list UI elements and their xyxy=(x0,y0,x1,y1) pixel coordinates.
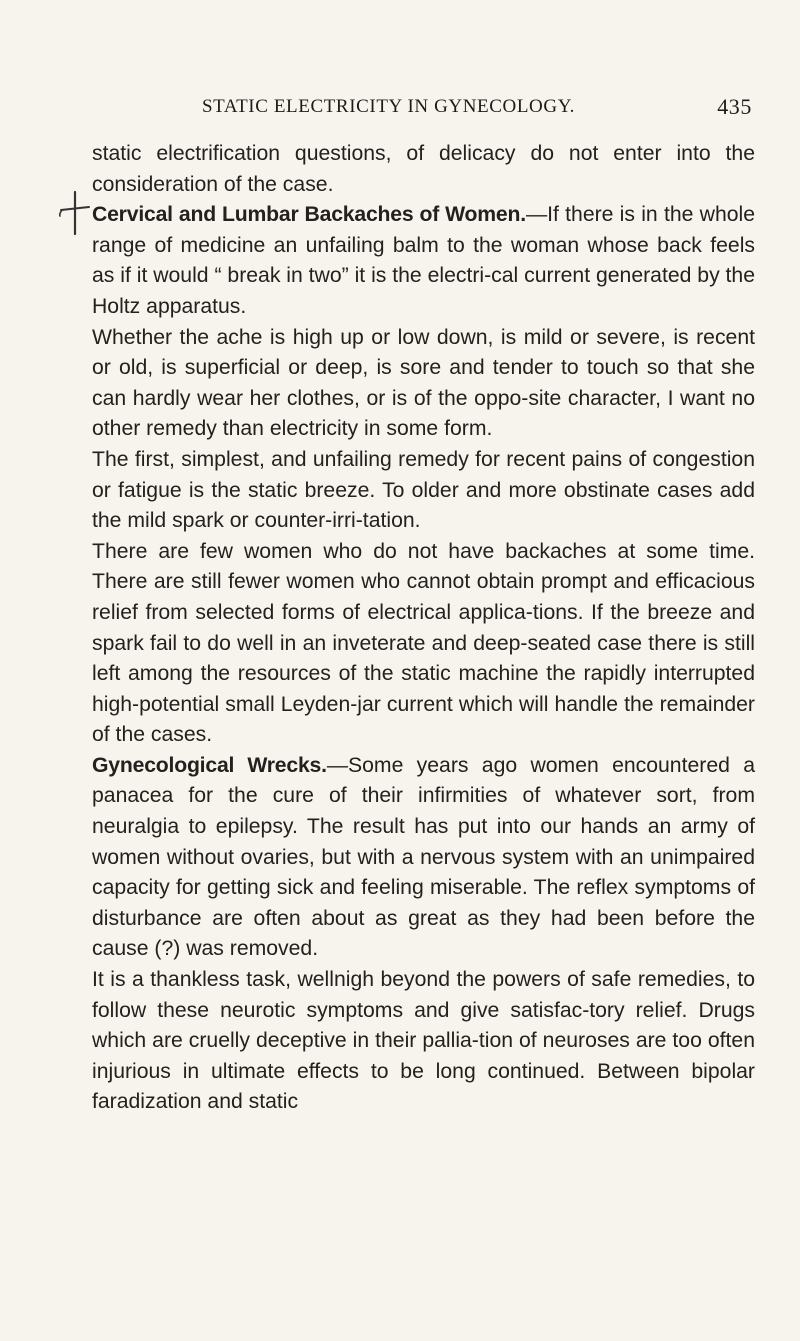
paragraph-text: static electrification questions, of delicacy do not enter into the consideration of the case. xyxy=(92,142,755,196)
paragraph xyxy=(92,965,755,1118)
running-title: STATIC ELECTRICITY IN GYNECOLOGY. xyxy=(202,96,575,117)
paragraph-text: The first, simplest, and unfailing remedy for recent pains of congestion or fatigue is the static breeze. To older and more obstinate cases add the mild spark or counter-irri-tation. xyxy=(92,447,755,533)
section-heading: Gynecological Wrecks. xyxy=(92,753,327,777)
paragraph-text: There are few women who do not have backaches at some time. There are still fewer women who cannot obtain prompt and efficacious relief from selected forms of electrical applica-tions. If the breeze and spark fail to do well in an inveterate and deep-seated case there is still left among the resources of the static machine the rapidly interrupted high-potential small Leyden-jar current which will handle the remainder of the cases. xyxy=(92,539,755,747)
page-number: 435 xyxy=(717,94,752,119)
paragraph-text: —Some years ago women encountered a panacea for the cure of their infirmities of whatever sort, from neuralgia to epilepsy. The result has put into our hands an army of women without ovaries, but with a nervous system with an unimpaired capacity for getting sick and feeling miserable. The reflex symptoms of disturbance are often about as great as they had been before the cause (?) was removed. xyxy=(92,753,755,961)
paragraph xyxy=(92,445,755,537)
paragraph xyxy=(92,323,755,445)
body-text xyxy=(92,139,755,1118)
paragraph-text: Whether the ache is high up or low down, is mild or severe, is recent or old, is superficial or deep, is sore and tender to touch so that she can hardly wear her clothes, or is of the oppo-site character, I want no other remedy than electricity in some form. xyxy=(92,325,755,441)
paragraph xyxy=(92,139,755,200)
section-heading: Cervical and Lumbar Backaches of Women. xyxy=(92,203,526,227)
paragraph xyxy=(92,537,755,751)
paragraph-text: —If there is in the whole range of medicine an unfailing balm to the woman whose back feels as if it would “ break in two” it is the electri-cal current generated by the Holtz apparatus. xyxy=(92,203,756,318)
paragraph xyxy=(92,751,755,965)
paragraph-text: It is a thankless task, wellnigh beyond the powers of safe remedies, to follow these neurotic symptoms and give satisfac-tory relief. Drugs which are cruelly deceptive in their pallia-tion of neuroses are too often injurious in ultimate effects to be long continued. Between bipolar faradization and static xyxy=(92,968,755,1114)
paragraph xyxy=(92,200,755,322)
running-header xyxy=(202,96,752,128)
cross-mark-icon xyxy=(58,190,92,236)
